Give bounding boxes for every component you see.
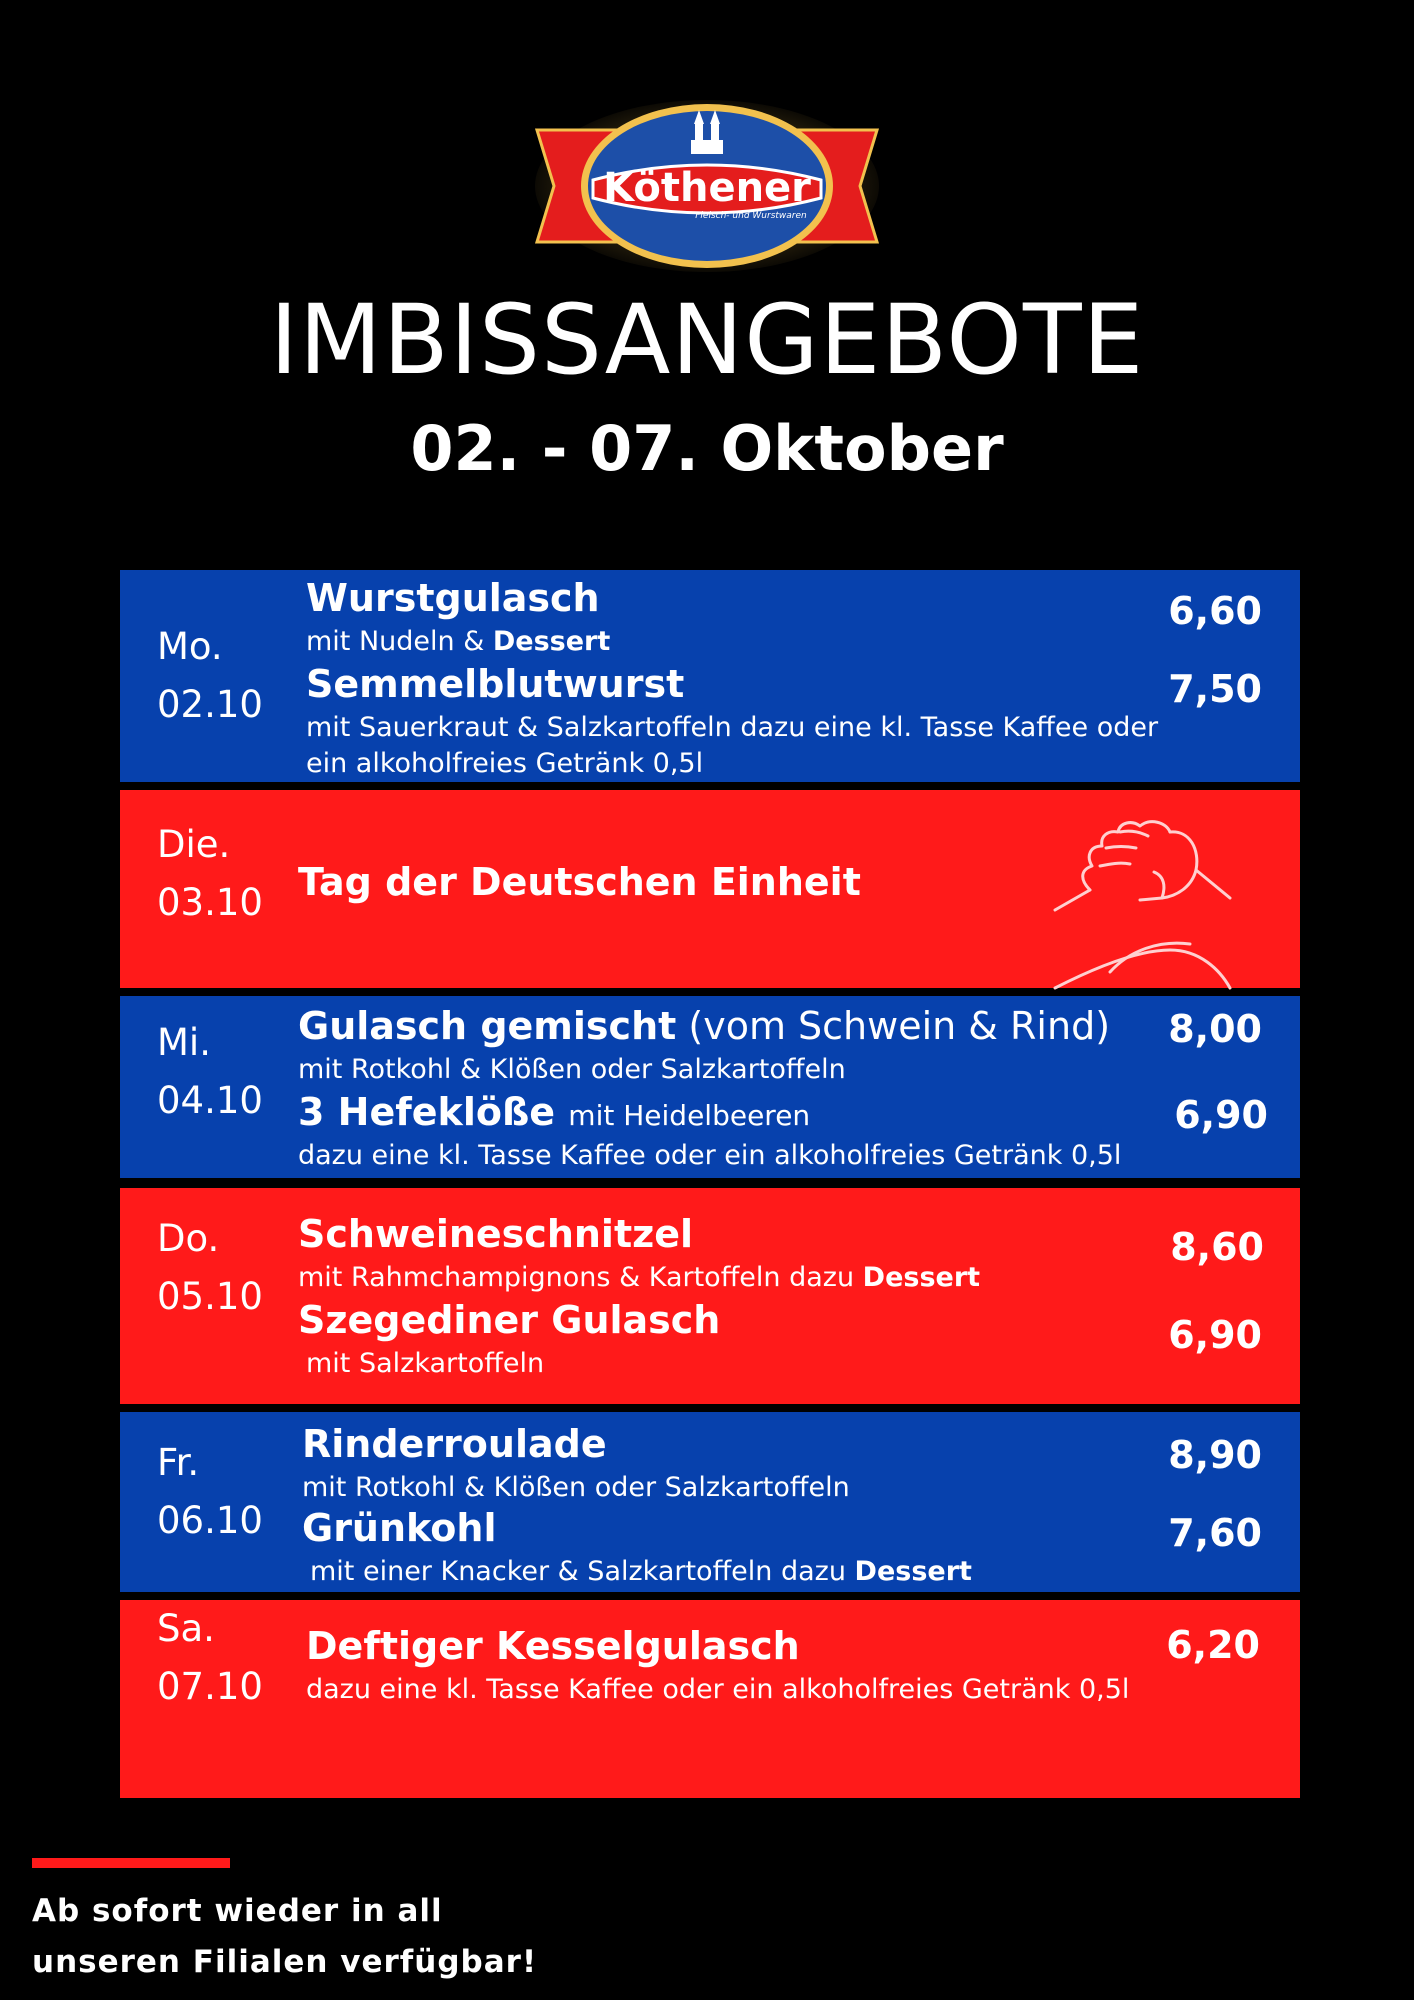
- dish-description: mit Salzkartoffeln: [306, 1348, 545, 1379]
- dish-price: 6,60: [1168, 589, 1262, 633]
- brand-tagline: Fleisch- und Wurstwaren: [695, 211, 807, 221]
- dish-price: 6,90: [1174, 1093, 1268, 1137]
- brand-name: Köthener: [603, 165, 811, 211]
- day-panel-saturday: [120, 1600, 1300, 1798]
- day-label: [157, 1014, 263, 1130]
- day-panel-thursday: [120, 1188, 1300, 1404]
- day-date: 05.10: [157, 1275, 263, 1318]
- day-panel-wednesday: [120, 996, 1300, 1178]
- footer-line-2: unseren Filialen verfügbar!: [32, 1944, 538, 1980]
- brand-logo-graphic: [535, 100, 879, 272]
- day-name: Fr.: [157, 1441, 200, 1484]
- dish-description: dazu eine kl. Tasse Kaffee oder ein alkoholfreies Getränk 0,5l: [306, 1674, 1130, 1705]
- dish-price: 8,60: [1170, 1225, 1264, 1269]
- day-label: [157, 1434, 263, 1550]
- date-range: 02. - 07. Oktober: [410, 412, 1004, 485]
- day-date: 02.10: [157, 683, 263, 726]
- day-date: 03.10: [157, 881, 263, 924]
- dish-description: mit Nudeln & Dessert: [306, 626, 611, 657]
- holiday-title: Tag der Deutschen Einheit: [298, 860, 861, 904]
- dish-name: Wurstgulasch: [306, 576, 600, 620]
- day-label: [157, 618, 263, 734]
- dish-name: Semmelblutwurst: [306, 662, 685, 706]
- dish-description: mit Rotkohl & Klößen oder Salzkartoffeln: [298, 1054, 846, 1085]
- day-label: [157, 816, 263, 932]
- day-panel-tuesday: [120, 790, 1300, 988]
- dish-price: 8,90: [1168, 1433, 1262, 1477]
- day-name: Mo.: [157, 625, 223, 668]
- dish-price: 7,50: [1168, 667, 1262, 711]
- day-date: 07.10: [157, 1665, 263, 1708]
- dish-description: mit einer Knacker & Salzkartoffeln dazu Dessert: [310, 1556, 972, 1587]
- dish-name: Gulasch gemischt (vom Schwein & Rind): [298, 1004, 1111, 1048]
- footer-note: [32, 1886, 537, 1988]
- dish-price: 6,90: [1168, 1313, 1262, 1357]
- dish-description: mit Sauerkraut & Salzkartoffeln dazu eine kl. Tasse Kaffee oder: [306, 712, 1159, 743]
- day-name: Sa.: [157, 1607, 215, 1650]
- day-name: Mi.: [157, 1021, 211, 1064]
- day-name: Die.: [157, 823, 231, 866]
- dish-description: ein alkoholfreies Getränk 0,5l: [306, 748, 704, 779]
- dish-description: mit Rahmchampignons & Kartoffeln dazu Dessert: [298, 1262, 981, 1293]
- dish-price: 6,20: [1166, 1623, 1260, 1667]
- brand-logo: [535, 100, 879, 272]
- dish-price: 7,60: [1168, 1511, 1262, 1555]
- dish-name: 3 Hefeklöße mit Heidelbeeren: [298, 1090, 811, 1134]
- dish-description: dazu eine kl. Tasse Kaffee oder ein alkoholfreies Getränk 0,5l: [298, 1140, 1122, 1171]
- day-panel-friday: [120, 1412, 1300, 1592]
- day-label: [157, 1600, 263, 1716]
- handshake-icon: [1050, 800, 1290, 990]
- footer-line-1: Ab sofort wieder in all: [32, 1893, 443, 1929]
- day-date: 04.10: [157, 1079, 263, 1122]
- dish-name: Rinderroulade: [302, 1422, 607, 1466]
- accent-bar: [32, 1858, 230, 1868]
- day-date: 06.10: [157, 1499, 263, 1542]
- day-panel-monday: [120, 570, 1300, 782]
- dish-name: Deftiger Kesselgulasch: [306, 1624, 800, 1668]
- dish-name: Grünkohl: [302, 1506, 497, 1550]
- dish-name: Szegediner Gulasch: [298, 1298, 721, 1342]
- day-label: [157, 1210, 263, 1326]
- day-name: Do.: [157, 1217, 220, 1260]
- headline: IMBISSANGEBOTE: [269, 284, 1145, 396]
- dish-description: mit Rotkohl & Klößen oder Salzkartoffeln: [302, 1472, 850, 1503]
- dish-name: Schweineschnitzel: [298, 1212, 694, 1256]
- dish-price: 8,00: [1168, 1007, 1262, 1051]
